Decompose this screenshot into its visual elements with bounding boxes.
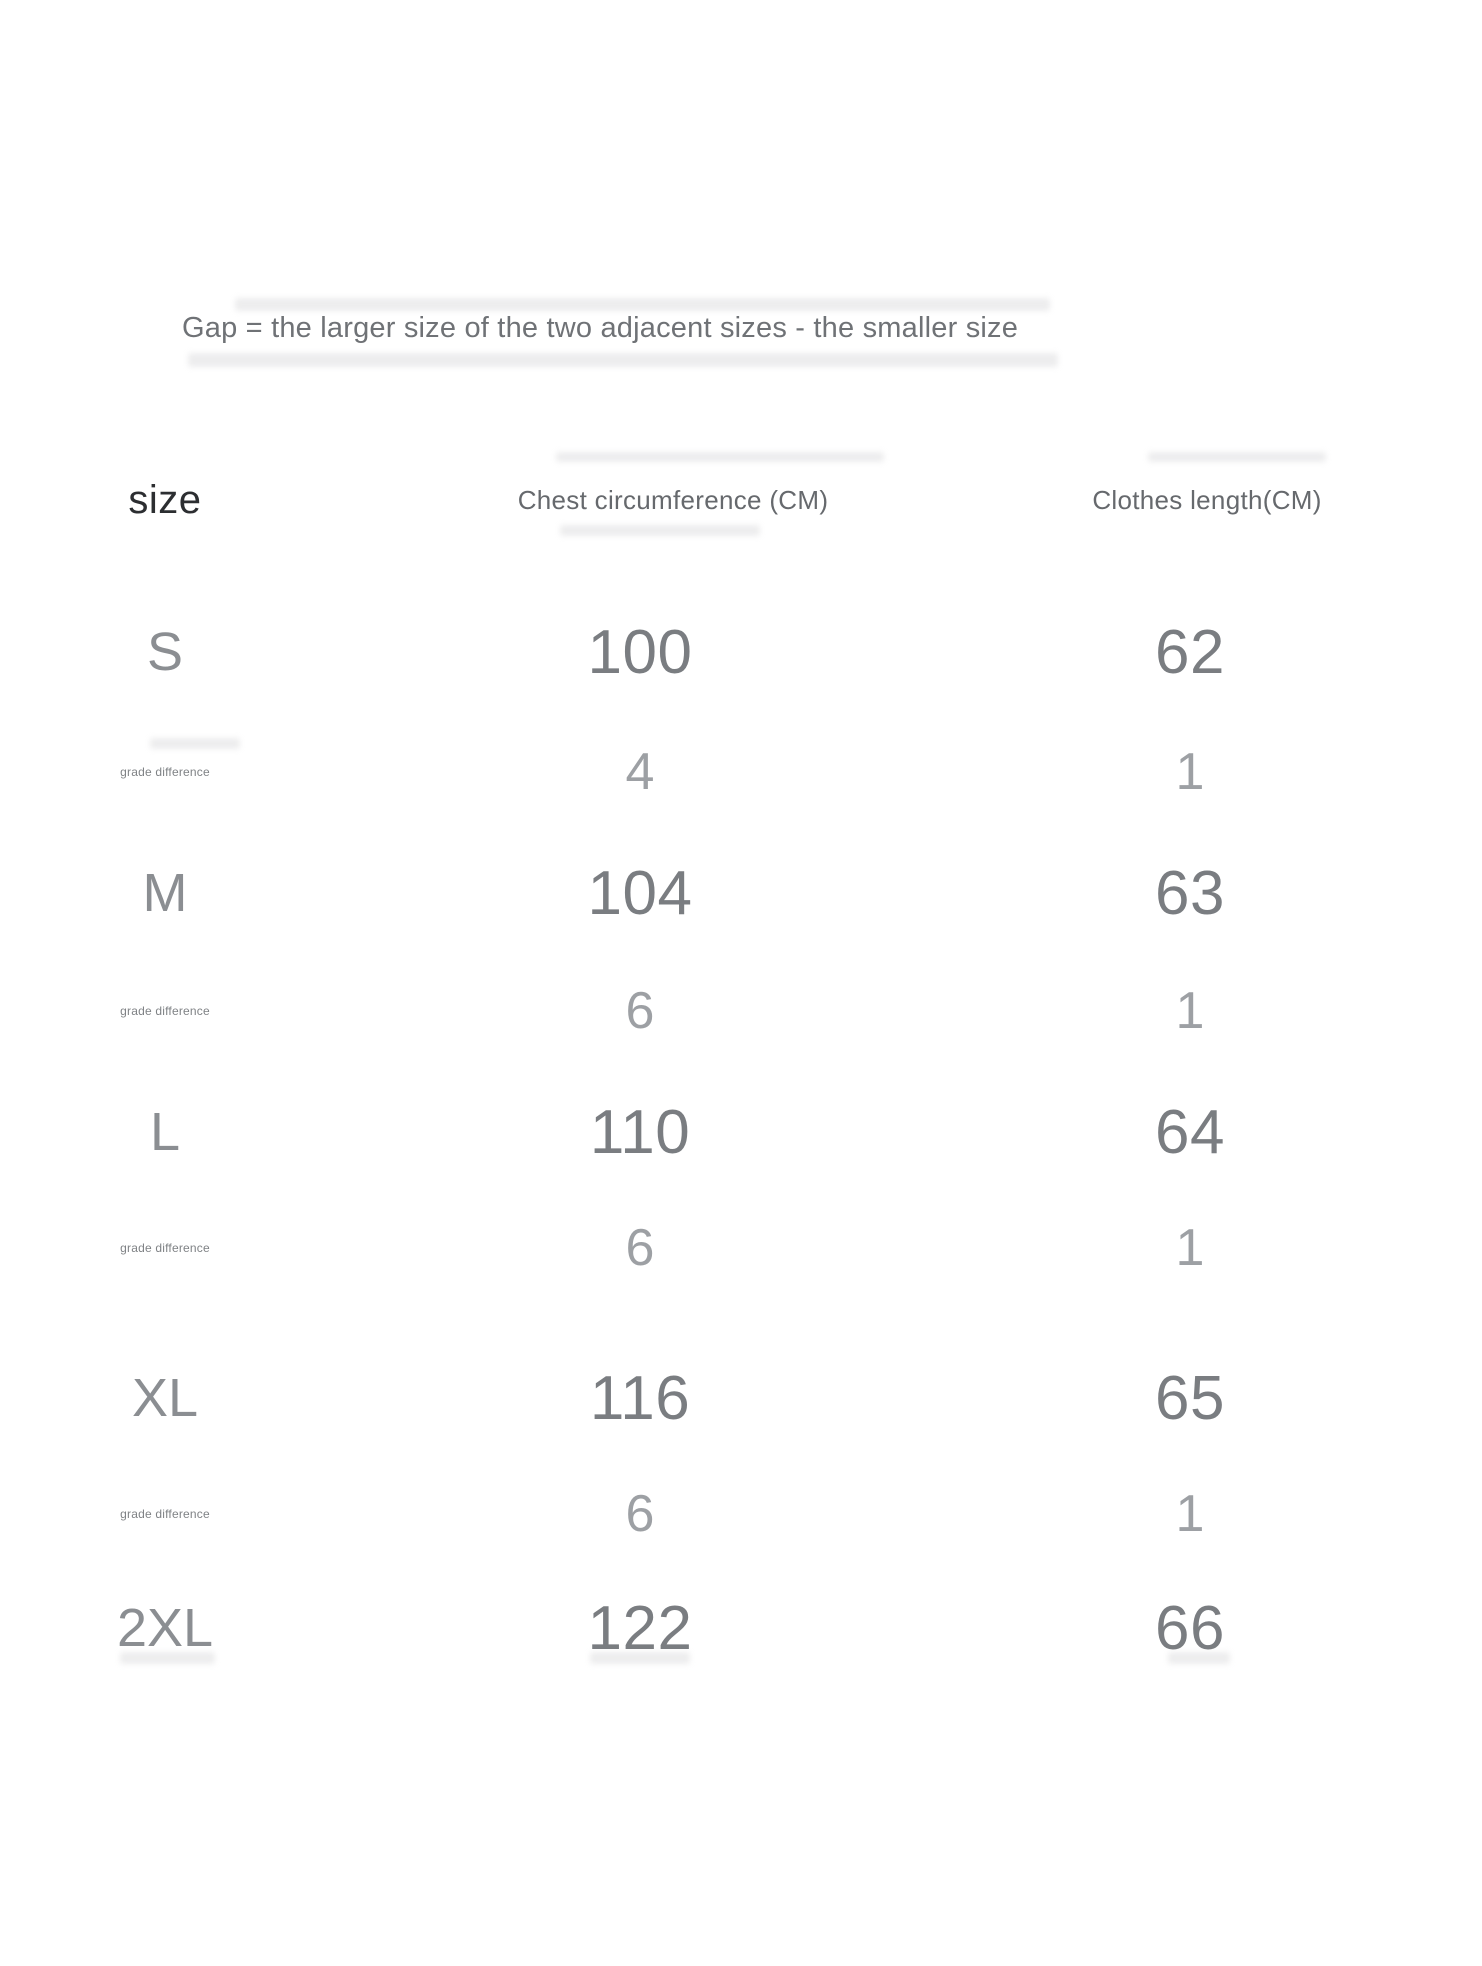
chest-value: 122 <box>587 1593 693 1663</box>
length-value: 64 <box>1155 1097 1225 1167</box>
length-value: 65 <box>1155 1363 1225 1433</box>
length-column-header: Clothes length(CM) <box>1092 484 1322 515</box>
chest-value: 104 <box>587 858 693 928</box>
gap-length-value: 1 <box>1175 743 1205 801</box>
table-row <box>0 1583 1482 1673</box>
table-row <box>0 607 1482 697</box>
size-label: XL <box>131 1368 199 1428</box>
ghost-text-artifact <box>188 353 1058 367</box>
ghost-text-artifact <box>556 452 884 462</box>
gap-chest-value: 6 <box>625 1219 655 1277</box>
length-value: 62 <box>1155 617 1225 687</box>
table-header-row <box>0 470 1482 530</box>
gap-length-value: 1 <box>1175 982 1205 1040</box>
gap-chest-value: 4 <box>625 743 655 801</box>
table-row <box>0 971 1482 1051</box>
table-row <box>0 732 1482 812</box>
gap-formula-note: Gap = the larger size of the two adjacent sizes - the smaller size <box>182 312 1019 344</box>
gap-chest-value: 6 <box>625 982 655 1040</box>
ghost-text-artifact <box>235 298 1050 311</box>
table-row <box>0 1208 1482 1288</box>
size-label: M <box>142 863 188 923</box>
gap-chest-value: 6 <box>625 1485 655 1543</box>
length-value: 66 <box>1155 1593 1225 1663</box>
chest-value: 116 <box>589 1363 691 1433</box>
chest-column-header: Chest circumference (CM) <box>517 484 829 515</box>
gap-label: grade difference <box>120 1507 210 1521</box>
gap-label: grade difference <box>120 765 210 779</box>
length-value: 63 <box>1155 858 1225 928</box>
ghost-text-artifact <box>1148 452 1326 462</box>
gap-length-value: 1 <box>1175 1485 1205 1543</box>
table-row <box>0 1353 1482 1443</box>
gap-label: grade difference <box>120 1004 210 1018</box>
table-row <box>0 848 1482 938</box>
size-label: S <box>146 622 184 682</box>
size-column-header: size <box>128 477 202 522</box>
chest-value: 110 <box>589 1097 691 1167</box>
chest-value: 100 <box>587 617 693 687</box>
gap-length-value: 1 <box>1175 1219 1205 1277</box>
gap-label: grade difference <box>120 1241 210 1255</box>
size-label: 2XL <box>116 1598 214 1658</box>
size-label: L <box>149 1102 181 1162</box>
table-row <box>0 1474 1482 1554</box>
table-row <box>0 1087 1482 1177</box>
